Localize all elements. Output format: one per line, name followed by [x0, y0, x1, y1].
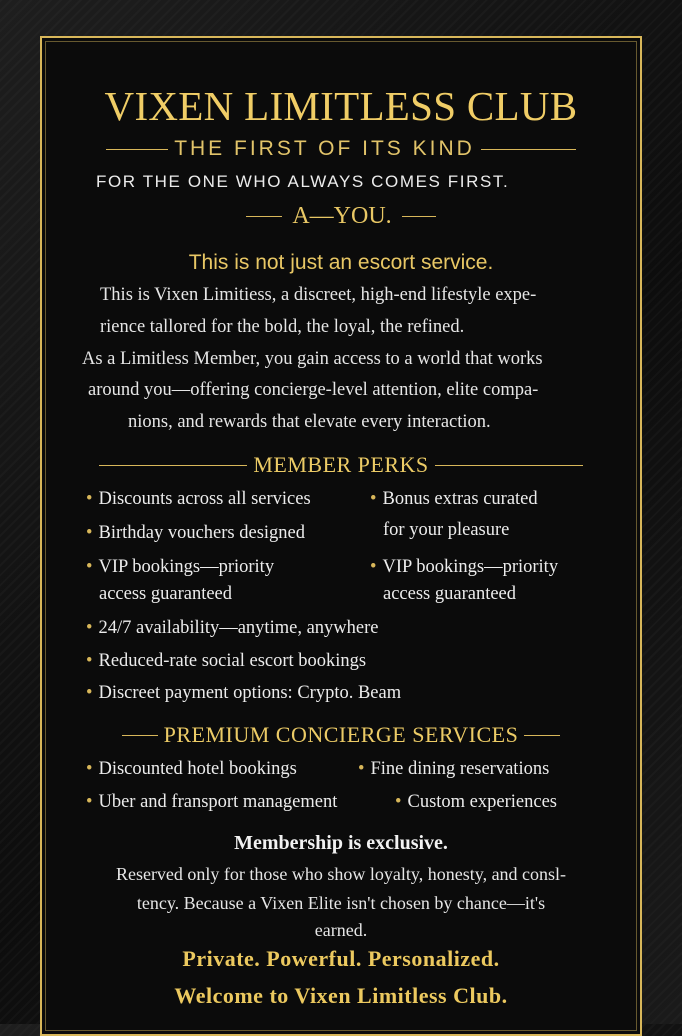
- not-escort-heading: This is not just an escort service.: [188, 251, 494, 274]
- club-title: VIXEN LIMITLESS CLUB: [104, 83, 578, 129]
- perk-item: • VIP bookings—priority access guaranteed: [86, 557, 275, 604]
- intro-line-3: As a Limitless Member, you gain access to a world that works: [82, 349, 543, 369]
- concierge-item: • Custom experiences: [395, 792, 557, 812]
- perks-rule-left: [99, 465, 247, 466]
- a-you-rule-left: [246, 216, 282, 217]
- intro-line-1: This is Vixen Limitiess, a discreet, high-end lifestyle expe-: [100, 285, 537, 305]
- tagline-rule-left: [106, 149, 168, 150]
- concierge-item: • Uber and fransport management: [86, 792, 338, 812]
- tagline-rule-right: [481, 149, 576, 150]
- exclusive-heading: Membership is exclusive.: [234, 832, 448, 854]
- concierge-heading: PREMIUM CONCIERGE SERVICES: [163, 722, 519, 747]
- a-you-rule-right: [402, 216, 436, 217]
- concierge-heading-row: [42, 722, 640, 748]
- intro-line-4: around you—offering concierge-level attention, elite compa-: [88, 380, 539, 400]
- perk-item: • VIP bookings—priority access guaranteed: [370, 557, 559, 604]
- a-you-text: A—YOU.: [292, 203, 392, 229]
- concierge-item: • Discounted hotel bookings: [86, 759, 297, 779]
- concierge-item: • Fine dining reservations: [358, 759, 550, 779]
- tagline: THE FIRST OF ITS KIND: [174, 137, 475, 160]
- poster-frame: [40, 36, 642, 1036]
- closing-tagline: Private. Powerful. Personalized.: [182, 946, 500, 971]
- perk-item: • 24/7 availability—anytime, anywhere: [86, 618, 379, 638]
- concierge-rule-left: [122, 735, 158, 736]
- intro-line-5: nions, and rewards that elevate every interaction.: [128, 412, 491, 432]
- perk-item: • Discreet payment options: Crypto. Beam: [86, 683, 402, 703]
- intro-line-2: rience tallored for the bold, the loyal, the refined.: [100, 317, 465, 337]
- exclusive-line-2: tency. Because a Vixen Elite isn't chosen by chance—it's: [136, 893, 546, 913]
- closing-welcome: Welcome to Vixen Limitless Club.: [174, 983, 508, 1008]
- perk-item: • Birthday vouchers designed: [86, 523, 306, 543]
- concierge-rule-right: [524, 735, 560, 736]
- perk-item: • Bonus extras curated for your pleasure: [370, 489, 538, 540]
- exclusive-line-3: earned.: [314, 920, 368, 940]
- exclusive-line-1: Reserved only for those who show loyalty, honesty, and consl-: [115, 864, 567, 884]
- perk-item: • Discounts across all services: [86, 489, 311, 509]
- tagline-row: [42, 137, 640, 161]
- member-perks-heading-row: [42, 452, 640, 478]
- a-you-row: [42, 203, 640, 230]
- perk-item: • Reduced-rate social escort bookings: [86, 651, 367, 671]
- perks-rule-right: [435, 465, 583, 466]
- for-one-line: FOR THE ONE WHO ALWAYS COMES FIRST.: [96, 172, 510, 191]
- member-perks-heading: MEMBER PERKS: [253, 452, 429, 477]
